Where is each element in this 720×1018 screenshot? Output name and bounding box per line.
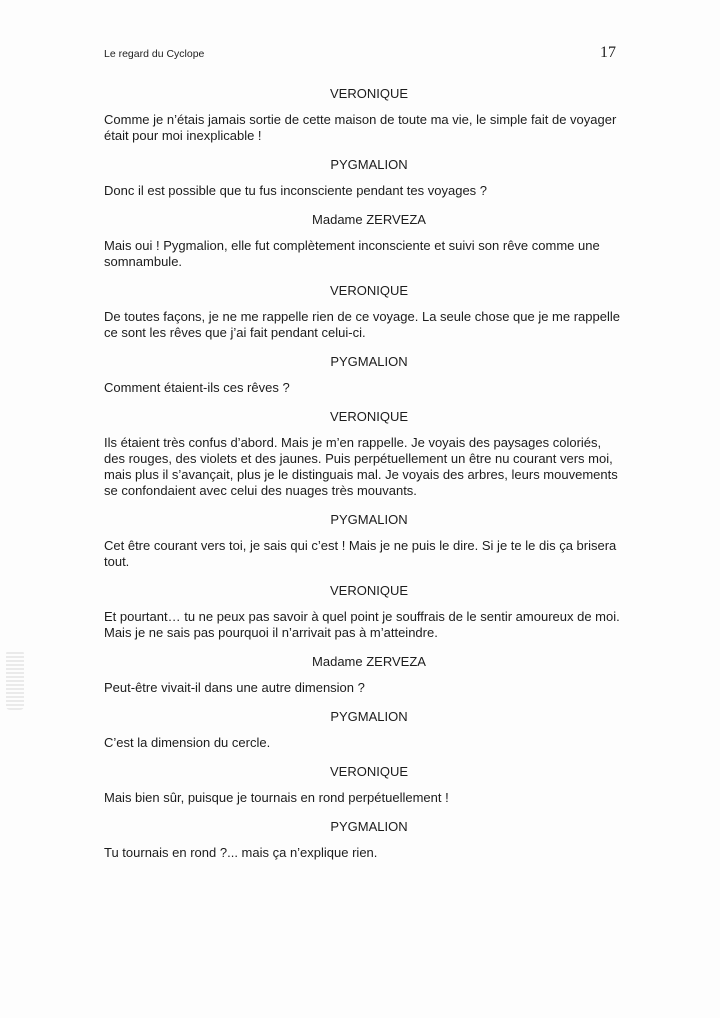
speaker-name: VERONIQUE <box>329 583 408 598</box>
dialogue-line: De toutes façons, je ne me rappelle rien de ce voyage. La seule chose que je me rappelle ce sont les rêves que j’ai fait pendant celui-ci. <box>104 309 620 340</box>
scan-artifact <box>6 650 24 710</box>
dialogue-line: Comme je n’étais jamais sortie de cette maison de toute ma vie, le simple fait de voyager était pour moi inexplicable ! <box>104 112 617 143</box>
dialogue-line: Comment étaient-ils ces rêves ? <box>104 380 290 395</box>
speaker-name: VERONIQUE <box>329 86 408 101</box>
dialogue-line: C’est la dimension du cercle. <box>104 735 271 750</box>
speaker-name: VERONIQUE <box>329 409 408 424</box>
speaker-name: PYGMALION <box>330 512 408 527</box>
dialogue-line: Ils étaient très confus d’abord. Mais je m’en rappelle. Je voyais des paysages coloriés, des rouges, des violets et des jaunes. Puis perpétuellement un être nu courant vers moi, mais plus il s’avançait, plus je le distinguais mal. Je voyais des arbres, leurs mouvements se confondaient avec celui des nuages très mouvants. <box>104 435 618 498</box>
dialogue-line: Mais bien sûr, puisque je tournais en rond perpétuellement ! <box>104 790 449 805</box>
speaker-name: Madame ZERVEZA <box>312 212 426 227</box>
speaker-name: PYGMALION <box>330 354 408 369</box>
dialogue-line: Cet être courant vers toi, je sais qui c’est ! Mais je ne puis le dire. Si je te le dis ça brisera tout. <box>104 538 617 569</box>
speaker-name: PYGMALION <box>330 709 408 724</box>
speaker-name: PYGMALION <box>330 157 408 172</box>
dialogue-body <box>104 86 624 874</box>
dialogue-line: Peut-être vivait-il dans une autre dimension ? <box>104 680 365 695</box>
speaker-name: VERONIQUE <box>329 283 408 298</box>
speaker-name: PYGMALION <box>330 819 408 834</box>
page-number: 17 <box>600 44 616 61</box>
dialogue-line: Et pourtant… tu ne peux pas savoir à quel point je souffrais de le sentir amoureux de moi. Mais je ne sais pas pourquoi il n’arrivait pas à m’atteindre. <box>104 609 620 640</box>
dialogue-line: Tu tournais en rond ?... mais ça n’explique rien. <box>104 845 378 860</box>
running-title: Le regard du Cyclope <box>104 48 205 60</box>
dialogue-line: Mais oui ! Pygmalion, elle fut complètement inconsciente et suivi son rêve comme une somnambule. <box>104 238 600 269</box>
speaker-name: Madame ZERVEZA <box>312 654 426 669</box>
dialogue-line: Donc il est possible que tu fus inconsciente pendant tes voyages ? <box>104 183 488 198</box>
speaker-name: VERONIQUE <box>329 764 408 779</box>
